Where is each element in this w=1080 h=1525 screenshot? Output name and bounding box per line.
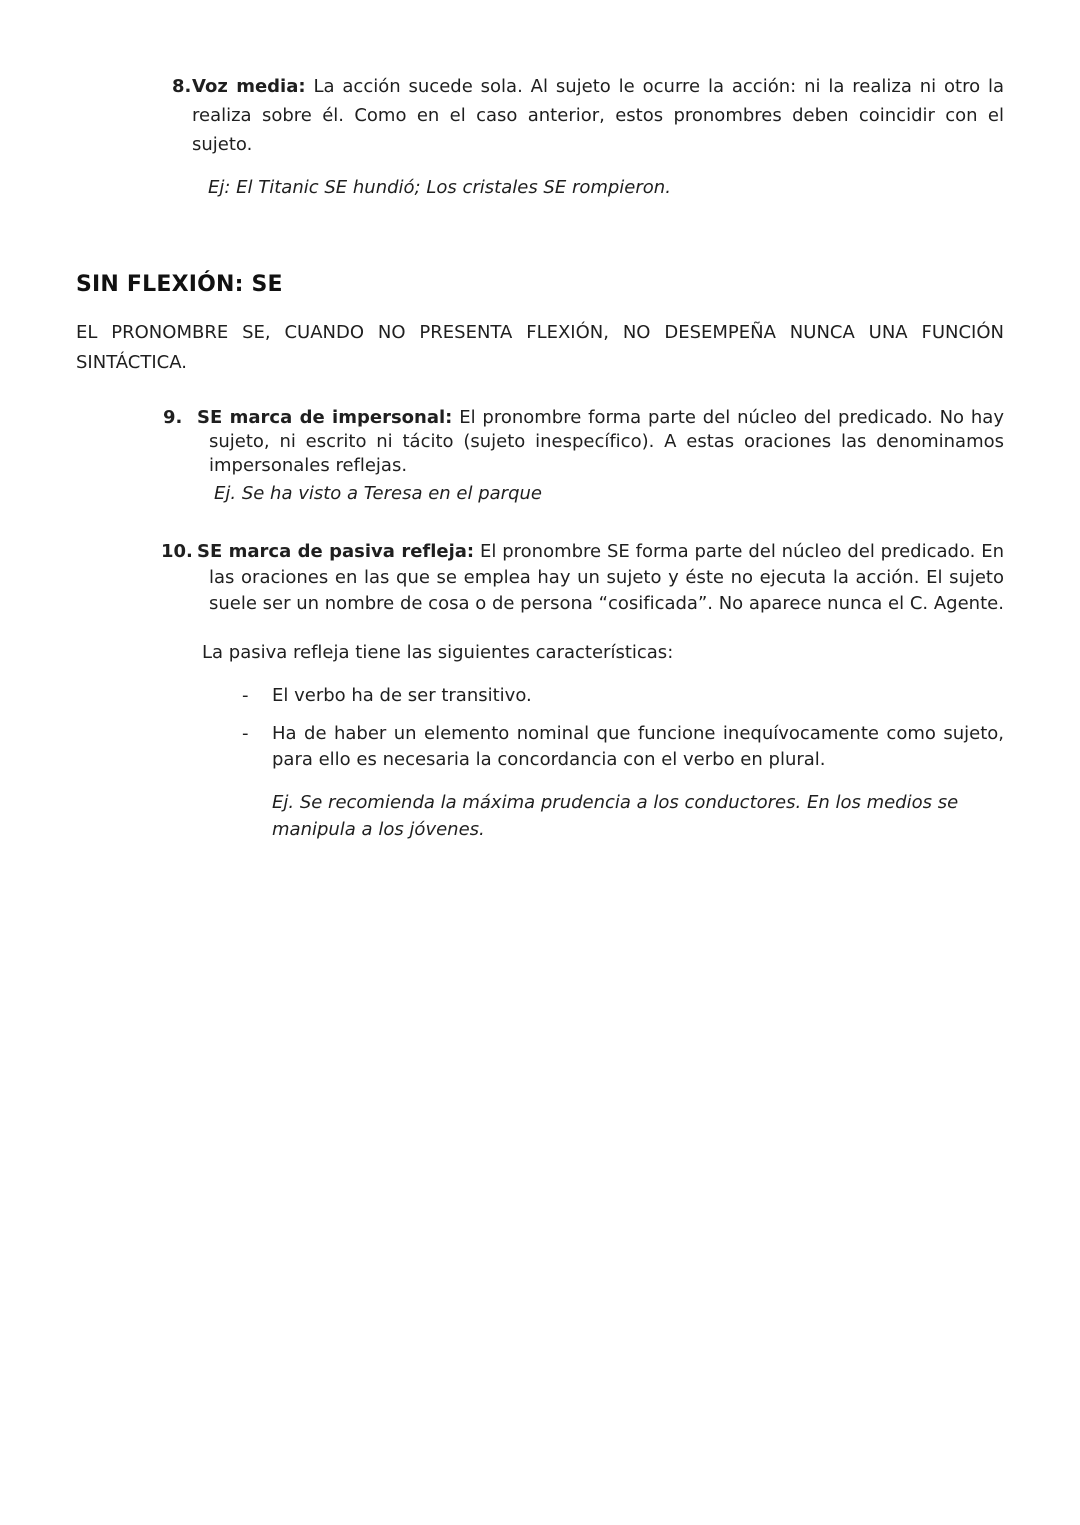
item-number: 9. bbox=[163, 407, 183, 428]
example-item-9: Ej. Se ha visto a Teresa en el parque bbox=[214, 483, 542, 504]
item-label: SE marca de impersonal: bbox=[197, 407, 453, 428]
bullet-item bbox=[76, 721, 1004, 773]
dash-marker: - bbox=[242, 723, 249, 744]
bullet-text: El verbo ha de ser transitivo. bbox=[272, 685, 532, 706]
item-label: Voz media: bbox=[192, 76, 306, 97]
bullet-text: Ha de haber un elemento nominal que funcione inequívocamente como sujeto, para ello es necesaria la concordancia con el verbo en plural. bbox=[272, 723, 1004, 770]
list-item-10 bbox=[76, 539, 1004, 617]
item-text: El pronombre SE forma parte del núcleo del predicado. En las oraciones en las que se emplea hay un sujeto y éste no ejecuta la acción. El sujeto suele ser un nombre de cosa o de persona “cosificada”. No aparece nunca el C. Agente. bbox=[209, 541, 1004, 614]
bullet-item bbox=[76, 683, 1004, 709]
item-number: 8. bbox=[172, 76, 192, 97]
item-number: 10. bbox=[161, 541, 193, 562]
dash-marker: - bbox=[242, 685, 249, 706]
section-heading: SIN FLEXIÓN: SE bbox=[76, 272, 283, 297]
item-text: El pronombre forma parte del núcleo del predicado. No hay sujeto, ni escrito ni tácito (sujeto inespecífico). A estas oraciones las denominamos impersonales reflejas. bbox=[209, 407, 1004, 476]
item-text: La acción sucede sola. Al sujeto le ocurre la acción: ni la realiza ni otro la realiza sobre él. Como en el caso anterior, estos pronombres deben coincidir con el sujeto. bbox=[192, 76, 1005, 155]
example-item-8: Ej: El Titanic SE hundió; Los cristales SE rompieron. bbox=[208, 177, 671, 198]
example-pasiva-refleja: Ej. Se recomienda la máxima prudencia a los conductores. En los medios se manipula a los jóvenes. bbox=[272, 792, 959, 840]
lead-paragraph: La pasiva refleja tiene las siguientes características: bbox=[202, 642, 674, 663]
item-label: SE marca de pasiva refleja: bbox=[197, 541, 475, 562]
list-item-9 bbox=[76, 406, 1004, 478]
list-item-8 bbox=[76, 72, 1004, 159]
intro-paragraph: EL PRONOMBRE SE, CUANDO NO PRESENTA FLEXIÓN, NO DESEMPEÑA NUNCA UNA FUNCIÓN SINTÁCTICA. bbox=[76, 322, 1004, 373]
